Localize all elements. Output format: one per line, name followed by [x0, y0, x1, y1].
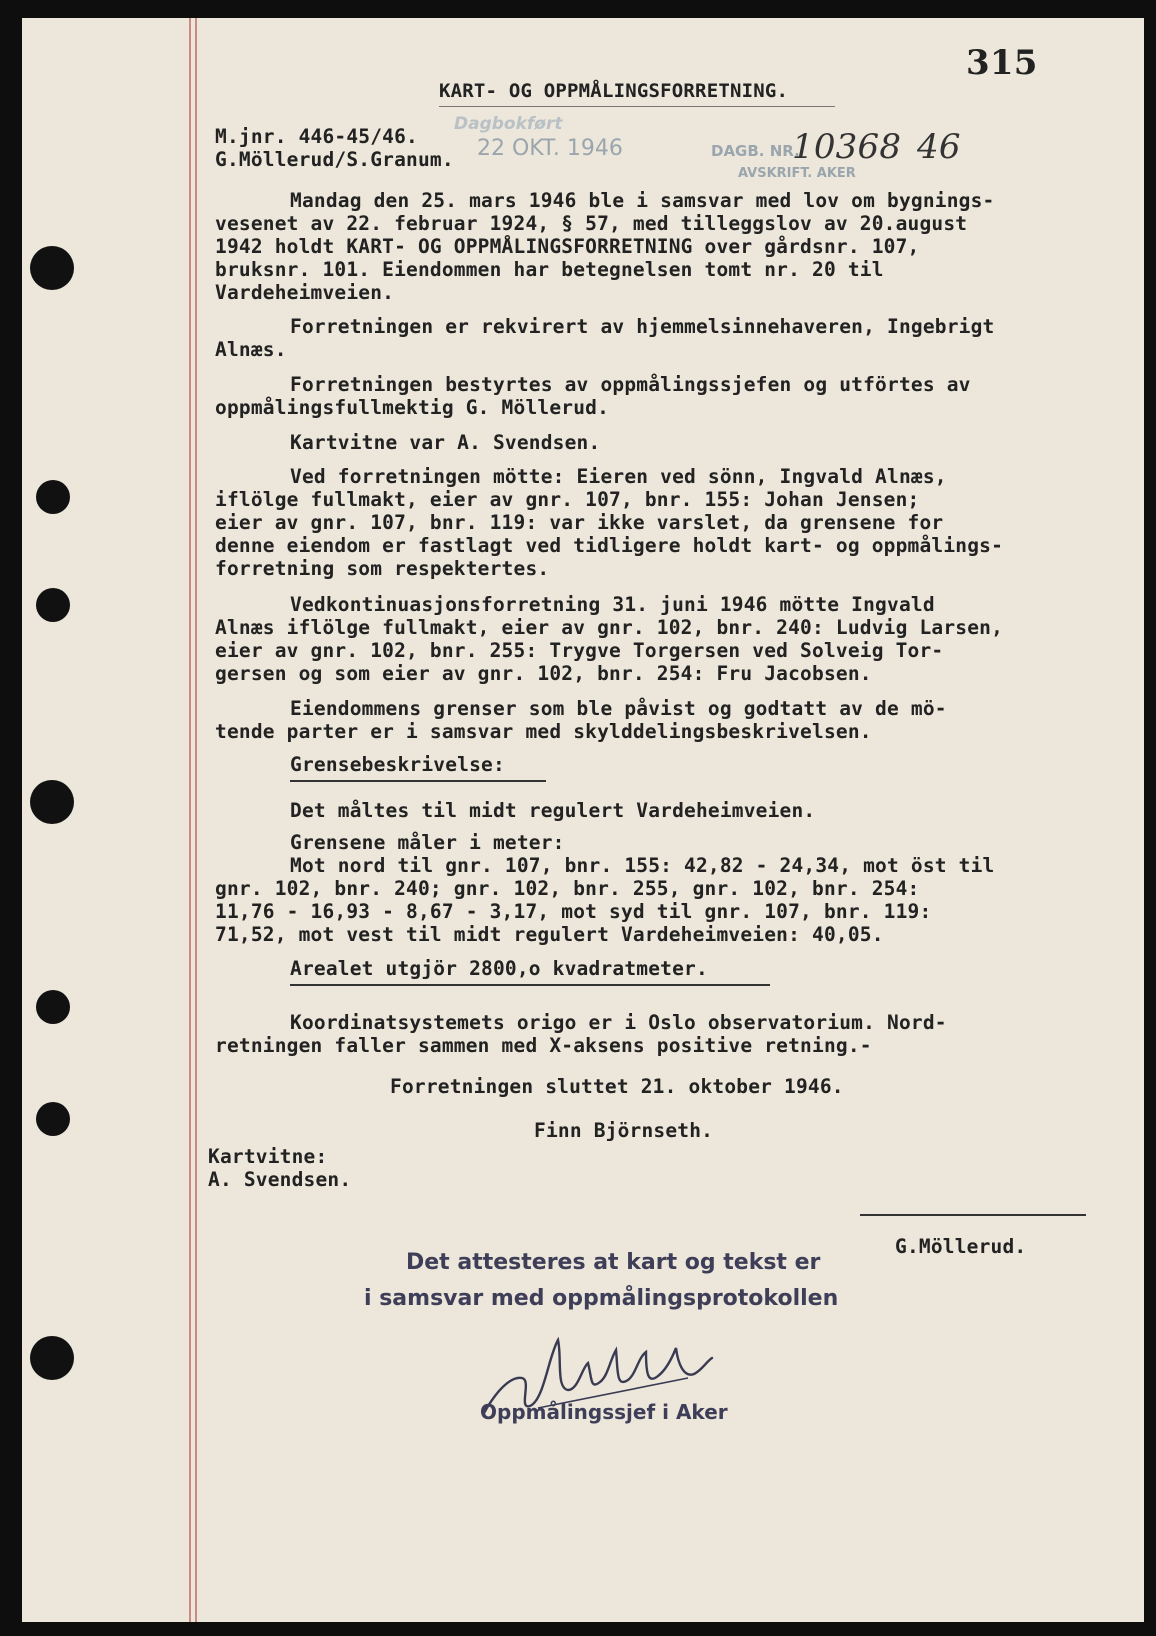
moellerud: G.Möllerud. [895, 1235, 1027, 1258]
heading-underline [439, 106, 835, 107]
dagb-nr-number: 10368 [792, 127, 902, 167]
kartvitne-name: A. Svendsen. [208, 1168, 352, 1191]
koordinat-line: Koordinatsystemets origo er i Oslo observatorium. Nord- [290, 1011, 947, 1034]
grense-measure: Mot nord til gnr. 107, bnr. 155: 42,82 - 24,34, mot öst til [290, 854, 995, 877]
signature-line [860, 1214, 1086, 1216]
dagbokfort-label: Dagbokført [454, 114, 563, 134]
grense-measure: 11,76 - 16,93 - 8,67 - 3,17, mot syd til gnr. 107, bnr. 119: [215, 900, 932, 923]
page-number: 315 [966, 43, 1038, 83]
paragraph-line: Alnæs. [215, 338, 287, 361]
ref-line: G.Möllerud/S.Granum. [215, 148, 454, 171]
paragraph-line: gersen og som eier av gnr. 102, bnr. 254: Fru Jacobsen. [215, 662, 872, 685]
paragraph-line: Eiendommens grenser som ble påvist og godtatt av de mö- [290, 697, 947, 720]
paragraph-line: denne eiendom er fastlagt ved tidligere holdt kart- og oppmålings- [215, 534, 1004, 557]
paragraph-line: tende parter er i samsvar med skylddelingsbeskrivelsen. [215, 720, 872, 743]
areal: Arealet utgjör 2800,o kvadratmeter. [290, 957, 708, 980]
paragraph-line: Forretningen er rekvirert av hjemmelsinnehaveren, Ingebrigt [290, 315, 995, 338]
dagb-sub: AVSKRIFT. AKER [738, 166, 856, 181]
punch-hole [30, 246, 74, 290]
paragraph-line: Kartvitne var A. Svendsen. [290, 431, 601, 454]
paragraph-line: oppmålingsfullmektig G. Möllerud. [215, 396, 610, 419]
paragraph-line: Forretningen bestyrtes av oppmålingssjefen og utförtes av [290, 373, 971, 396]
grense-measure: 71,52, mot vest til midt regulert Vardeheimveien: 40,05. [215, 923, 884, 946]
punch-hole [36, 1102, 70, 1136]
grense-title-underline [290, 780, 546, 782]
paragraph-line: bruksnr. 101. Eiendommen har betegnelsen tomt nr. 20 til [215, 258, 884, 281]
paragraph-line: Mandag den 25. mars 1946 ble i samsvar med lov om bygnings- [290, 189, 995, 212]
margin-line-left [189, 18, 191, 1622]
signer: Finn Björnseth. [534, 1119, 714, 1142]
areal-underline [290, 984, 770, 986]
paragraph-line: Vedkontinuasjonsforretning 31. juni 1946 mötte Ingvald [290, 593, 935, 616]
punch-hole [36, 480, 70, 514]
document-page [22, 18, 1144, 1622]
grense-measure: gnr. 102, bnr. 240; gnr. 102, bnr. 255, gnr. 102, bnr. 254: [215, 877, 920, 900]
ref-line: M.jnr. 446-45/46. [215, 125, 418, 148]
paragraph-line: 1942 holdt KART- OG OPPMÅLINGSFORRETNING over gårdsnr. 107, [215, 235, 920, 258]
koordinat-line: retningen faller sammen med X-aksens positive retning.- [215, 1034, 872, 1057]
paragraph-line: Ved forretningen mötte: Eieren ved sönn, Ingvald Alnæs, [290, 465, 947, 488]
paragraph-line: eier av gnr. 107, bnr. 119: var ikke varslet, da grensene for [215, 511, 944, 534]
attest-line: Det attesteres at kart og tekst er [406, 1250, 821, 1275]
sluttet: Forretningen sluttet 21. oktober 1946. [390, 1075, 844, 1098]
punch-hole [30, 780, 74, 824]
punch-hole [36, 588, 70, 622]
attest-title: Oppmålingssjef i Aker [480, 1400, 728, 1424]
margin-line-right [195, 18, 197, 1622]
grense-title: Grensebeskrivelse: [290, 753, 505, 776]
paragraph-line: eier av gnr. 102, bnr. 255: Trygve Torgersen ved Solveig Tor- [215, 639, 944, 662]
kartvitne-label: Kartvitne: [208, 1145, 328, 1168]
paragraph-line: forretning som respektertes. [215, 557, 550, 580]
attest-line: i samsvar med oppmålingsprotokollen [364, 1286, 839, 1311]
heading: KART- OG OPPMÅLINGSFORRETNING. [439, 80, 789, 102]
grense-line: Det måltes til midt regulert Vardeheimveien. [290, 799, 816, 822]
paragraph-line: Vardeheimveien. [215, 281, 395, 304]
dagb-nr-year: 46 [917, 127, 961, 167]
punch-hole [36, 990, 70, 1024]
dagb-nr-label: DAGB. NR. [711, 142, 800, 160]
paragraph-line: Alnæs iflölge fullmakt, eier av gnr. 102, bnr. 240: Ludvig Larsen, [215, 616, 1004, 639]
paragraph-line: iflölge fullmakt, eier av gnr. 107, bnr. 155: Johan Jensen; [215, 488, 920, 511]
grense-line: Grensene måler i meter: [290, 831, 565, 854]
paragraph-line: vesenet av 22. februar 1924, § 57, med tilleggslov av 20.august [215, 212, 968, 235]
dagbokfort-date: 22 OKT. 1946 [477, 136, 623, 161]
punch-hole [30, 1336, 74, 1380]
